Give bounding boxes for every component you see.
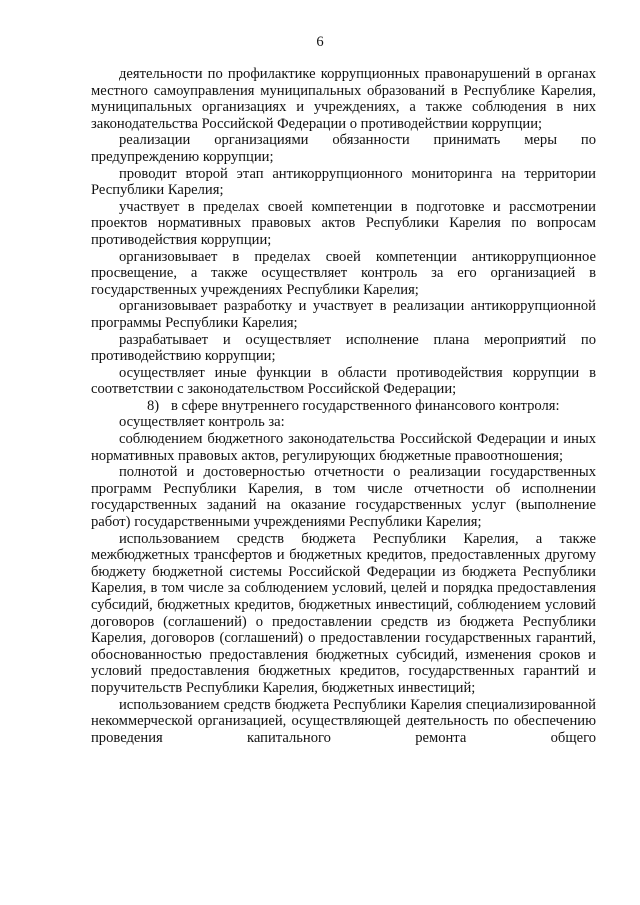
paragraph: осуществляет иные функции в области противодействия коррупции в соответствии с законодательством Российской Федерации; <box>91 364 596 398</box>
paragraph: использованием средств бюджета Республики Карелия, а также межбюджетных трансфертов и бюджетных кредитов, предоставленных другому бюджету бюджетной системы Российской Федерации из бюджета Республики Карелия, в том числе за соблюдением условий, целей и порядка предоставления субсидий, бюджетных кредитов, бюджетных инвестиций, соблюдением условий договоров (соглашений) о предоставлении средств из бюджета Республики Карелия, договоров (соглашений) о предоставлении государственных гарантий, обоснованностью предоставления бюджетных субсидий, изменения сроков и условий предоставления бюджетных кредитов, государственных гарантий и поручительств Республики Карелия, бюджетных инвестиций; <box>91 530 596 696</box>
paragraph: проводит второй этап антикоррупционного мониторинга на территории Республики Карелия; <box>91 165 596 199</box>
paragraph: реализации организациями обязанности принимать меры по предупреждению коррупции; <box>91 132 596 165</box>
document-body <box>91 66 596 746</box>
paragraph: участвует в пределах своей компетенции в подготовке и рассмотрении проектов нормативных правовых актов Республики Карелия по вопросам противодействия коррупции; <box>91 198 596 248</box>
paragraph: полнотой и достоверностью отчетности о реализации государственных программ Республики Карелия, в том числе отчетности об исполнении государственных заданий на оказание государственных услуг (выполнение работ) государственными учреждениями Республики Карелия; <box>91 464 596 531</box>
point-text: в сфере внутреннего государственного финансового контроля: <box>171 397 560 414</box>
point-number: 8) <box>147 397 160 414</box>
paragraph: использованием средств бюджета Республики Карелия специализированной некоммерческой организацией, осуществляющей деятельность по обеспечению проведения капитального ремонта общего <box>91 696 596 746</box>
paragraph: организовывает в пределах своей компетенции антикоррупционное просвещение, а также осуществляет контроль за его организацией в государственных учреждениях Республики Карелия; <box>91 248 596 298</box>
paragraph: соблюдением бюджетного законодательства Российской Федерации и иных нормативных правовых актов, регулирующих бюджетные правоотношения; <box>91 431 596 464</box>
paragraph: разрабатывает и осуществляет исполнение плана мероприятий по противодействию коррупции; <box>91 331 596 365</box>
point-heading <box>91 398 596 415</box>
page-number: 6 <box>316 34 324 50</box>
paragraph: организовывает разработку и участвует в реализации антикоррупционной программы Республики Карелия; <box>91 298 596 331</box>
paragraph: осуществляет контроль за: <box>119 414 285 431</box>
paragraph: деятельности по профилактике коррупционных правонарушений в органах местного самоуправления муниципальных образований в Республике Карелия, муниципальных организациях и учреждениях, а также соблюдения в них законодательства Российской Федерации о противодействии коррупции; <box>91 66 596 132</box>
